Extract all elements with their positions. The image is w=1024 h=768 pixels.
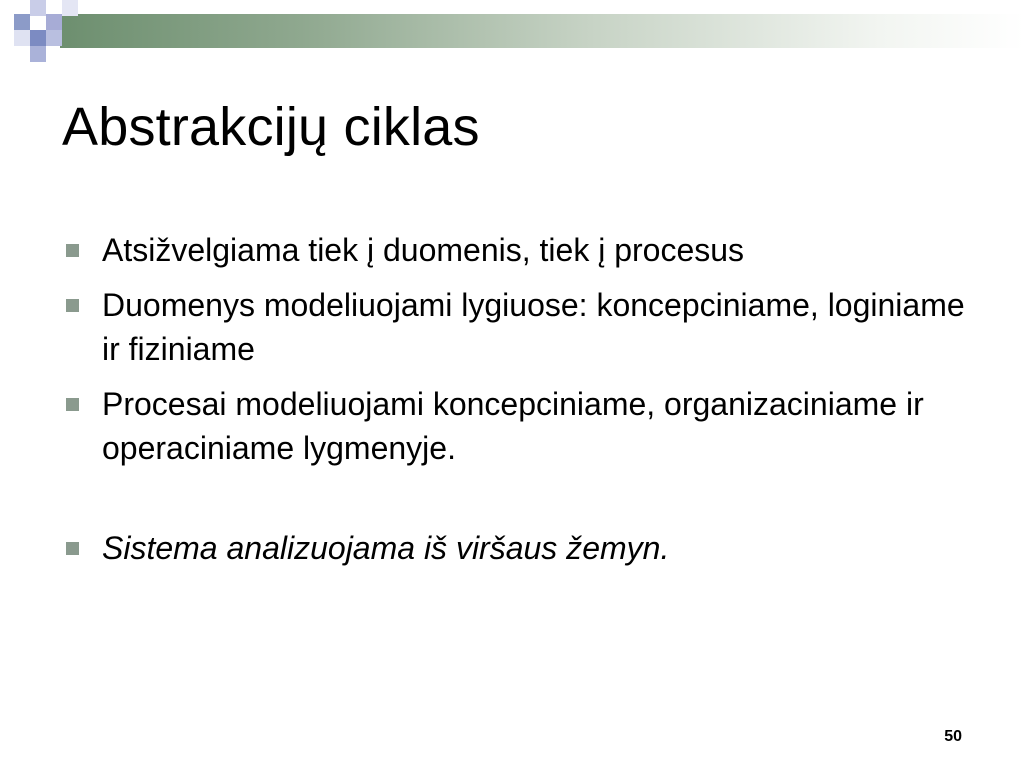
square-bullet-icon [66,299,79,312]
square-bullet-icon [66,244,79,257]
bullet-item [66,283,966,371]
decorative-square [30,46,46,62]
bullet-item [66,228,966,272]
square-bullet-icon [66,398,79,411]
decorative-square [14,14,30,30]
header-banner [60,14,1024,48]
bullet-item [66,382,966,470]
decorative-square [46,30,62,46]
bullet-text: Atsižvelgiama tiek į duomenis, tiek į procesus [102,232,745,268]
decorative-square [46,14,62,30]
bullet-list [66,228,966,581]
page-number: 50 [944,728,962,745]
bullet-text: Sistema analizuojama iš viršaus žemyn. [102,530,670,566]
bullet-text: Procesai modeliuojami koncepciniame, organizaciniame ir operaciniame lygmenyje. [102,386,924,466]
decorative-square [62,0,78,16]
bullet-text: Duomenys modeliuojami lygiuose: koncepciniame, loginiame ir fiziniame [102,287,965,367]
decorative-square [30,30,46,46]
bullet-item [66,526,966,570]
decorative-square [30,0,46,16]
decorative-square [14,30,30,46]
square-bullet-icon [66,542,79,555]
slide-title: Abstrakcijų ciklas [62,97,480,157]
